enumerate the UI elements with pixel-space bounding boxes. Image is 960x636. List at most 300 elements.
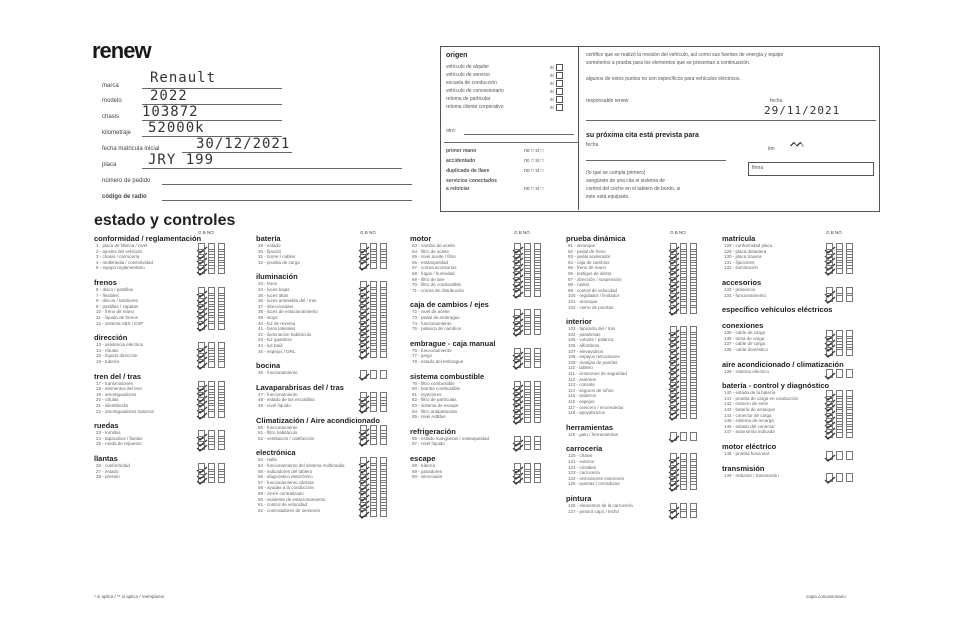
- check-item-label: 120 - chasis: [568, 453, 593, 459]
- si-label: si: [550, 64, 563, 71]
- check-mark-icon: [668, 507, 680, 515]
- check-item-label: 55 - indicadores del tablero: [258, 468, 313, 474]
- check-item-label: 14 - rótulas: [96, 347, 119, 353]
- section-title: ruedas: [94, 421, 119, 431]
- check-item-label: 119 - gato / herramientas: [568, 431, 618, 437]
- check-box[interactable]: [690, 481, 697, 490]
- fecha-label: fecha: [770, 98, 783, 104]
- section-title: matrícula: [722, 234, 756, 243]
- value-marca[interactable]: Renault: [150, 70, 217, 86]
- check-item-label: 33 - faros: [258, 281, 278, 287]
- check-mark-icon: [824, 449, 836, 457]
- check-item-label: 108 - espejos retrovisores: [568, 354, 620, 360]
- check-item-label: 5 - equipo reglamentario: [96, 265, 145, 271]
- check-item-label: 97 - dirección / suspensión: [568, 276, 622, 282]
- section-title: específico vehículos eléctricos: [722, 305, 833, 315]
- check-box[interactable]: [370, 370, 377, 379]
- check-item-label: 131 - fijaciones: [724, 259, 755, 265]
- check-mark-icon: [824, 471, 836, 479]
- check-item-label: 35 - luces altas: [258, 292, 289, 298]
- check-box[interactable]: [208, 359, 215, 368]
- check-item-label: 94 - caja de cambios: [568, 259, 610, 265]
- label-kilometraje: kilometraje: [102, 130, 132, 136]
- check-item-label: 34 - luces bajas: [258, 287, 290, 292]
- check-mark-icon: [358, 258, 370, 266]
- origin-item: escuela de conducción: [446, 80, 497, 86]
- fecha-value[interactable]: 29/11/2021: [764, 104, 841, 117]
- check-mark-icon: [196, 319, 208, 327]
- check-box[interactable]: [836, 369, 843, 378]
- check-box[interactable]: [218, 441, 225, 450]
- check-item-label: 43 - luz guantera: [258, 337, 292, 343]
- check-item-label: 142 - número de serie: [724, 401, 769, 407]
- check-item-label: 71 - correa de distribución: [412, 287, 465, 293]
- check-item-label: 143 - batería de arranque: [724, 407, 776, 412]
- check-item-label: 109 - manijas de puertas: [568, 359, 618, 365]
- check-item-label: 113 - consola: [568, 382, 595, 388]
- check-mark-icon: [196, 263, 208, 271]
- section-title: refrigeración: [410, 426, 456, 436]
- check-item-label: 129 - placa delantera: [724, 248, 767, 254]
- check-item-label: 149 - reductor / transmisión: [724, 472, 779, 478]
- check-mark-icon: [196, 407, 208, 415]
- section-title: prueba dinámica: [566, 234, 626, 243]
- check-item-label: 74 - funcionamiento: [412, 320, 452, 326]
- check-mark-icon: [512, 357, 524, 365]
- check-item-label: 20 - rótulas: [96, 397, 119, 403]
- check-item-label: 148 - prueba funcional: [724, 451, 769, 456]
- check-item-label: 45 - espejos / DRL: [258, 348, 296, 354]
- check-item-label: 125 - puertas / cerraduras: [568, 481, 620, 487]
- check-mark-icon: [196, 439, 208, 447]
- check-item-label: 88 - tubería: [412, 463, 436, 468]
- check-item-label: 63 - cambio de aceite: [412, 243, 456, 248]
- check-box[interactable]: [680, 509, 687, 518]
- value-modelo[interactable]: 2022: [150, 88, 188, 104]
- check-item-label: 85 - nivel AdBlue: [412, 414, 446, 420]
- firma-box[interactable]: [748, 162, 874, 176]
- section-title: electrónica: [256, 448, 296, 458]
- check-box[interactable]: [680, 410, 687, 419]
- check-mark-icon: [824, 345, 836, 353]
- check-mark-icon: [512, 439, 524, 447]
- check-box[interactable]: [690, 410, 697, 419]
- origin-title: origen: [446, 52, 468, 59]
- check-box[interactable]: [846, 369, 853, 378]
- check-item-label: 3 - chasis / carrocería: [96, 254, 140, 260]
- check-box[interactable]: [534, 326, 541, 335]
- check-item-label: 96 - testigos de alerta: [568, 271, 612, 276]
- check-box[interactable]: [218, 265, 225, 274]
- check-box[interactable]: [218, 409, 225, 418]
- check-item-label: 1 - placa de fábrica / nivel: [96, 243, 148, 248]
- check-item-label: 30 - fijación: [258, 248, 282, 254]
- check-item-label: 50 - funcionamiento: [258, 424, 298, 430]
- check-item-label: 100 - regulador / limitador: [568, 293, 620, 299]
- check-box[interactable]: [370, 403, 377, 412]
- check-item-label: 66 - estanqueidad: [412, 259, 449, 265]
- check-mark-icon: [824, 263, 836, 271]
- section-title: Lavaparabrisas del / tras: [256, 382, 344, 392]
- check-box[interactable]: [380, 370, 387, 379]
- check-item-label: 52 - ventilación / calefacción: [258, 435, 315, 441]
- check-mark-icon: [824, 291, 836, 299]
- check-item-label: 31 - borne / cables: [258, 254, 296, 260]
- check-box[interactable]: [208, 265, 215, 274]
- check-item-label: 81 - inyectores: [412, 391, 442, 397]
- check-item-label: 44 - luz baúl: [258, 343, 283, 348]
- label-modelo: modelo: [102, 98, 122, 104]
- check-item-label: 49 - nivel líquido: [258, 403, 291, 408]
- check-item-label: 76 - funcionamiento: [412, 347, 452, 353]
- check-item-label: 22 - amortiguadores traseros: [96, 408, 154, 414]
- check-item-label: 2 - ajustes del vehículo: [96, 248, 143, 254]
- section-title: frenos: [94, 278, 117, 287]
- check-box[interactable]: [690, 305, 697, 314]
- check-item-label: 15 - líquido dirección: [96, 353, 138, 359]
- check-item-label: 107 - elevavidrios: [568, 348, 604, 354]
- check-item-label: 101 - arranque: [568, 299, 598, 304]
- check-item-label: 79 - filtro combustible: [412, 380, 455, 386]
- section-title: conformidad / reglamentación: [94, 234, 202, 243]
- check-item-label: 117 - cenicero / encendedor: [568, 404, 624, 410]
- label-chasis: chasis: [102, 114, 120, 120]
- responsable-label: responsable renew: [586, 98, 629, 104]
- signature-mark: ᨓ: [790, 136, 807, 151]
- check-item-label: 133 - presencia: [724, 287, 756, 292]
- label-pedido: número de pedido: [102, 178, 151, 184]
- check-item-label: 42 - iluminación habitáculo: [258, 331, 312, 337]
- check-item-label: 65 - nivel aceite / filtro: [412, 254, 456, 260]
- check-mark-icon: [668, 408, 680, 416]
- check-box[interactable]: [380, 436, 387, 445]
- check-mark-icon: [512, 286, 524, 294]
- check-item-label: 122 - cristales: [568, 464, 597, 470]
- section-title: aire acondicionado / climatización: [722, 359, 844, 369]
- check-box[interactable]: [534, 474, 541, 483]
- check-mark-icon: [358, 368, 370, 376]
- check-item-label: 105 - volante / palanca: [568, 337, 614, 343]
- check-item-label: 78 - estado del embrague: [412, 359, 464, 364]
- check-item-label: 51 - filtro habitáculo: [258, 430, 298, 436]
- check-item-label: 136 - toma de carga: [724, 335, 765, 341]
- check-box[interactable]: [836, 293, 843, 302]
- check-box[interactable]: [680, 305, 687, 314]
- section-title: iluminación: [256, 272, 298, 282]
- check-item-label: 21 - silentblocks: [96, 403, 129, 408]
- check-box[interactable]: [836, 347, 843, 356]
- check-box[interactable]: [208, 441, 215, 450]
- check-item-label: 7 - flexibles: [96, 292, 119, 298]
- check-item-label: 53 - radio: [258, 457, 278, 463]
- check-item-label: 112 - asientos: [568, 376, 596, 382]
- check-item-label: 140 - estado de la batería: [724, 390, 776, 396]
- check-box[interactable]: [534, 414, 541, 423]
- check-box[interactable]: [524, 441, 531, 450]
- check-mark-icon: [358, 347, 370, 355]
- column-header-gbd: G B NO: [514, 230, 530, 235]
- check-item-label: 60 - asistente de estacionamiento: [258, 496, 326, 502]
- value-chasis[interactable]: 103872: [142, 104, 199, 120]
- check-item-label: 144 - conector de carga: [724, 412, 772, 418]
- check-mark-icon: [358, 401, 370, 409]
- section-title: batería: [256, 234, 281, 243]
- check-item-label: 104 - parabrisas: [568, 331, 601, 337]
- check-item-label: 39 - stops: [258, 315, 278, 320]
- check-box[interactable]: [534, 359, 541, 368]
- check-box[interactable]: [370, 349, 377, 358]
- origin-item: vehículo de alquiler: [446, 64, 490, 70]
- check-item-label: 17 - transmisiones: [96, 380, 133, 386]
- check-item-label: 132 - iluminación: [724, 265, 759, 271]
- check-box[interactable]: [846, 265, 853, 274]
- check-item-label: 93 - pedal acelerador: [568, 254, 611, 260]
- section-title: sistema combustible: [410, 371, 485, 381]
- check-item-label: 32 - prueba de carga: [258, 259, 300, 265]
- check-item-label: 19 - amortiguadores: [96, 391, 137, 397]
- check-mark-icon: [196, 472, 208, 480]
- footer-note: * si aplica / ** si aplica / reemplazar: [94, 594, 165, 599]
- check-box[interactable]: [836, 429, 843, 438]
- check-item-label: 126 - elementos de la carrocería: [568, 503, 633, 508]
- section-title: escape: [410, 454, 436, 463]
- check-item-label: 37 - direccionales: [258, 303, 294, 309]
- check-box[interactable]: [836, 265, 843, 274]
- check-item-label: 13 - asistencia eléctrica: [96, 342, 144, 348]
- check-mark-icon: [824, 367, 836, 375]
- check-box[interactable]: [836, 473, 843, 482]
- check-item-label: 91 - arranque: [568, 243, 596, 248]
- check-item-label: 70 - filtro de combustible: [412, 282, 462, 288]
- check-box[interactable]: [524, 474, 531, 483]
- check-item-label: 36 - luces antiniebla del / tras: [258, 298, 317, 304]
- check-item-label: 82 - filtro de partículas: [412, 397, 457, 403]
- check-item-label: 80 - bomba combustible: [412, 386, 461, 392]
- check-mark-icon: [668, 303, 680, 311]
- check-box[interactable]: [534, 288, 541, 297]
- check-box[interactable]: [846, 451, 853, 460]
- check-item-label: 41 - faros laterales: [258, 326, 296, 332]
- check-box[interactable]: [524, 288, 531, 297]
- check-box[interactable]: [836, 451, 843, 460]
- check-item-label: 147 - autonomía indicada: [724, 429, 775, 435]
- check-box[interactable]: [846, 473, 853, 482]
- check-item-label: 102 - cierre de puertas: [568, 304, 614, 310]
- check-box[interactable]: [846, 429, 853, 438]
- check-box[interactable]: [208, 409, 215, 418]
- check-item-label: 141 - prueba de carga en conducción: [724, 395, 799, 401]
- check-item-label: 73 - pedal de embrague: [412, 315, 460, 320]
- check-item-label: 89 - pasadores: [412, 468, 443, 474]
- check-item-label: 6 - disco / pastillas: [96, 287, 134, 292]
- column-header-gbd: G B NO: [670, 230, 686, 235]
- section-title: herramientas: [566, 422, 614, 432]
- check-item-label: 72 - nivel de aceite: [412, 309, 450, 315]
- check-item-label: 110 - tablero: [568, 365, 593, 371]
- check-item-label: 146 - estado del conector: [724, 423, 775, 429]
- check-box[interactable]: [380, 508, 387, 517]
- section-title: tren del / tras: [94, 371, 142, 381]
- label-radio: código de radio: [102, 194, 147, 200]
- check-item-label: 145 - sistema de recarga: [724, 418, 774, 424]
- check-mark-icon: [512, 472, 524, 480]
- section-title: batería - control y diagnóstico: [722, 381, 830, 391]
- check-item-label: 46 - funcionamiento: [258, 370, 298, 376]
- check-box[interactable]: [208, 474, 215, 483]
- check-box[interactable]: [690, 432, 697, 441]
- check-mark-icon: [358, 506, 370, 514]
- check-item-label: 124 - retrovisores exteriores: [568, 475, 625, 481]
- section-title: transmisión: [722, 463, 765, 473]
- check-item-label: 27 - estado: [96, 468, 119, 474]
- footer-copy: copia concesionario: [806, 594, 846, 599]
- check-item-label: 111 - cinturones de seguridad: [568, 371, 627, 376]
- column-header-gbd: G B NO: [198, 230, 214, 235]
- check-item-label: 24 - tapacubos / llantas: [96, 435, 143, 441]
- check-mark-icon: [512, 412, 524, 420]
- section-title: accesorios: [722, 278, 762, 287]
- check-item-label: 86 - estado mangueras / estanqueidad: [412, 435, 490, 441]
- inspection-sheet: renew marca Renault modelo 2022 chasis 103872 kilometraje 52000k fecha matricula inicial 30/12/2021 placa JRY 199 número de pedido código de radio origen vehículo de alquiler vehículo de servicio escuela de conducción vehículo de concesionario retoma de particular retoma cliente corporativo si si si si si si otro: primer mano no □ si □ accidentado no □ si □ duplicado de llave no □ si □ servicios conectados a reiniciar no □ si □ certifico que se realizó la revisión del vehículo, así como sus fuentes de energía y equipo someterlos a prueba para los elementos que se presentan a continuación. algunos de estos puntos no son específicos para vehículos eléctricos. responsable renew fecha 29/11/2021 su próxima cita está prevista para fecha km ᨓ firma (lo que se cumpla primero) asegúrate de una cita el sistema de control del coche en el tablero de bordo, si este está equipado. estado y controles G B NO conformidad / reglamentación 1 - placa de fábrica / nivel 2 - ajustes del vehículo 3 - chasis / carrocería 4 - multimedia / conectividad 5 - equipo reglamentario frenos 6 - disco / pastillas 7 - flexibles 8 - discos / tambores 9 - pastillas / zapatas 10 - freno de mano 11 - líquido de frenos 12 - sistema ABS / ESP dirección 13 - asistencia eléctrica 14 - rótulas 15 - líquido dirección 16 - tubería tren del / tras 17 - transmisiones 18 - elementos del tren 19 - amortiguadores 20 - rótulas 21 - silentblocks 22 - amortiguadores traseros ruedas 23 - tornillos 24 - tapacubos / llantas 25 - rueda de repuesto llantas 26 - conformidad 27 - estado 28 - presión G B NO batería 29 - estado 30 - fijación 31 - borne / cables 32 - prueba de carga iluminación 33 - faros 34 - luces bajas 35 - luces altas 36 - luces antiniebla del / tras 37 - direccionales 38 - luces de estacionamiento 39 - stops 40 - luz de reversa 41 - faros laterales 42 - iluminación habitáculo 43 - luz guantera 44 - luz baúl 45 - espejos / DRL bocina 46 - funcionamiento Lavaparabrisas del / tras 47 - funcionamiento 48 - estado de las escobillas 49 - nivel líquido Climatización / Aire acondicionado 50 - funcionamiento 51 - filtro habitáculo 52 - ventilación / calefacción electrónica 53 - radio 54 - funcionamiento del sistema multimedia 55 - indicadores del tablero 56 - diagnóstico electrónico 57 - funcionamiento cámara 58 - ayudas a la conducción 59 - cierre centralizado 60 - asistente de estacionamiento 61 - control de velocidad 62 - controladores de sensores G B NO motor 63 - cambio de aceite 64 - filtro de aceite 65 - nivel aceite / filtro 66 - estanqueidad 67 - correa accesorios 68 - fugas / humedad 69 - filtro de aire 70 - filtro de combustible 71 - correa de distribución caja de cambios / ejes 72 - nivel de aceite 73 - pedal de embrague 74 - funcionamiento 75 - palanca de cambios embrague - caja manual 76 - funcionamiento 77 - juego 78 - estado del embrague sistema combustible 79 - filtro combustible 80 - bomba combustible 81 - inyectores 82 - filtro de partículas 83 - sistema de escape 84 - filtro antiparticulas 85 - nivel AdBlue refrigeración 86 - estado mangueras / estanqueidad 87 - nivel líquido escape 88 - tubería 89 - pasadores 90 - silenciador G B NO prueba dinámica 91 - arranque 92 - pedal de freno 93 - pedal acelerador 94 - caja de cambios 95 - freno de mano 96 - testigos de alerta 97 - dirección / suspensión 98 - ruidos 99 - control de velocidad 100 - regulador / limitador 101 - arranque 102 - cierre de puertas interior 103 - tapicería del / tras 104 - parabrisas 105 - volante / palanca 106 - alfombras 107 - elevavidrios 108 - espejos retrovisores 109 - manijas de puertas 110 - tablero 111 - cinturones de seguridad 112 - asientos 113 - consola 114 - seguros de niños 115 - asideros 116 - espejos 117 - cenicero / encendedor 118 - apoyabrazos herramientas 119 - gato / herramientas carrocería 120 - chasis 121 - exterior 122 - cristales 123 - carrocería 124 - retrovisores exteriores 125 - puertas / cerraduras pintura 126 - elementos de la carrocería 127 - pintura capó / techo G B NO matrícula 128 - conformidad placa 129 - placa delantera 130 - placa trasera 131 - fijaciones 132 - iluminación accesorios 133 - presencia 134 - funcionamiento específico vehículos eléctricos conexiones 135 - cable de carga 136 - toma de carga 137 - cable de carga 138 - cable doméstico aire acondicionado / climatización 139 - sistema eléctrico batería - control y diagnóstico 140 - estado de la batería 141 - prueba de carga en conducción 142 - número de serie 143 - batería de arranque 144 - conector de carga 145 - sistema de recarga 146 - estado del conector 147 - autonomía indicada motor eléctrico 148 - prueba funcional transmisión 149 - reductor / transmisión * si aplica / ** si aplica / reemplazar copia concesionario: [72, 28, 892, 608]
- value-kilometraje[interactable]: 52000k: [148, 120, 205, 136]
- check-item-label: 139 - sistema eléctrico: [724, 368, 770, 374]
- check-item-label: 103 - tapicería del / tras: [568, 326, 616, 332]
- check-item-label: 54 - funcionamiento del sistema multimedia: [258, 463, 345, 468]
- check-item-label: 130 - placa trasera: [724, 254, 762, 260]
- check-box[interactable]: [524, 326, 531, 335]
- check-item-label: 115 - asideros: [568, 393, 597, 399]
- check-item-label: 83 - sistema de escape: [412, 403, 459, 408]
- check-box[interactable]: [218, 474, 225, 483]
- check-item-label: 4 - multimedia / conectividad: [96, 259, 154, 265]
- check-item-label: 18 - elementos del tren: [96, 386, 143, 392]
- check-item-label: 118 - apoyabrazos: [568, 410, 605, 416]
- section-title: Climatización / Aire acondicionado: [256, 415, 380, 425]
- origin-item: retoma cliente corporativo: [446, 104, 504, 110]
- check-item-label: 61 - control de velocidad: [258, 502, 308, 508]
- check-item-label: 116 - espejos: [568, 399, 595, 404]
- check-box[interactable]: [534, 441, 541, 450]
- check-item-label: 62 - controladores de sensores: [258, 507, 321, 513]
- origin-item: vehículo de servicio: [446, 72, 490, 78]
- check-item-label: 69 - filtro de aire: [412, 276, 445, 282]
- check-item-label: 8 - discos / tambores: [96, 298, 138, 304]
- main-title: estado y controles: [94, 212, 236, 229]
- section-title: caja de cambios / ejes: [410, 300, 489, 310]
- cert-text: certifico que se realizó la revisión del vehículo, así como sus fuentes de energía y equipo: [586, 52, 784, 58]
- check-item-label: 38 - luces de estacionamiento: [258, 309, 318, 315]
- check-item-label: 67 - correa accesorios: [412, 265, 457, 271]
- next-visit-title: su próxima cita está prevista para: [586, 132, 699, 139]
- check-item-label: 134 - funcionamiento: [724, 292, 767, 298]
- check-box[interactable]: [208, 321, 215, 330]
- check-box[interactable]: [846, 347, 853, 356]
- check-box[interactable]: [680, 432, 687, 441]
- check-item-label: 121 - exterior: [568, 459, 595, 464]
- check-box[interactable]: [680, 481, 687, 490]
- check-box[interactable]: [380, 349, 387, 358]
- check-item-label: 128 - conformidad placa: [724, 243, 773, 248]
- check-item-label: 64 - filtro de aceite: [412, 248, 450, 254]
- check-item-label: 138 - cable doméstico: [724, 347, 769, 352]
- check-item-label: 25 - rueda de repuesto: [96, 441, 142, 447]
- brand-logo: renew: [92, 38, 151, 63]
- otro-label: otro:: [446, 128, 457, 134]
- label-fecha-matricula: fecha matricula inicial: [102, 146, 160, 152]
- check-box[interactable]: [218, 321, 225, 330]
- check-item-label: 123 - carrocería: [568, 470, 600, 476]
- check-box[interactable]: [524, 359, 531, 368]
- check-item-label: 47 - funcionamiento: [258, 391, 298, 397]
- label-marca: marca: [102, 83, 119, 89]
- check-item-label: 40 - luz de reversa: [258, 320, 296, 326]
- column-header-gbd: G B NO: [826, 230, 842, 235]
- check-item-label: 16 - tubería: [96, 359, 120, 364]
- check-mark-icon: [358, 434, 370, 442]
- check-item-label: 87 - nivel líquido: [412, 441, 445, 447]
- check-item-label: 127 - pintura capó / techo: [568, 508, 620, 514]
- check-item-label: 48 - estado de las escobillas: [258, 397, 315, 403]
- section-title: carrocería: [566, 444, 603, 454]
- check-item-label: 9 - pastillas / zapatas: [96, 303, 139, 309]
- check-box[interactable]: [218, 359, 225, 368]
- check-item-label: 99 - control de velocidad: [568, 287, 618, 293]
- section-title: motor: [410, 234, 432, 243]
- section-title: llantas: [94, 454, 118, 463]
- check-box[interactable]: [370, 436, 377, 445]
- value-placa[interactable]: JRY 199: [148, 152, 215, 168]
- section-title: embrague - caja manual: [410, 338, 496, 348]
- check-item-label: 75 - palanca de cambios: [412, 326, 462, 332]
- check-item-label: 98 - ruidos: [568, 282, 590, 288]
- check-item-label: 10 - freno de mano: [96, 309, 135, 315]
- check-item-label: 77 - juego: [412, 353, 433, 359]
- section-title: pintura: [566, 494, 592, 503]
- check-box[interactable]: [690, 509, 697, 518]
- check-item-label: 58 - ayudas a la conducción: [258, 485, 315, 491]
- check-box[interactable]: [524, 414, 531, 423]
- section-title: motor eléctrico: [722, 442, 777, 451]
- check-item-label: 84 - filtro antiparticulas: [412, 408, 458, 414]
- check-item-label: 106 - alfombras: [568, 343, 600, 348]
- check-box[interactable]: [380, 403, 387, 412]
- check-item-label: 95 - freno de mano: [568, 265, 607, 271]
- check-item-label: 26 - conformidad: [96, 463, 130, 468]
- section-title: bocina: [256, 361, 281, 371]
- origin-item: vehículo de concesionario: [446, 88, 504, 94]
- check-item-label: 29 - estado: [258, 243, 281, 248]
- origin-item: retoma de particular: [446, 96, 491, 102]
- column-header-gbd: G B NO: [360, 230, 376, 235]
- check-box[interactable]: [846, 293, 853, 302]
- check-box[interactable]: [380, 260, 387, 269]
- check-item-label: 114 - seguros de niños: [568, 387, 614, 393]
- check-item-label: 92 - pedal de freno: [568, 248, 606, 254]
- check-box[interactable]: [370, 508, 377, 517]
- value-fecha-matricula[interactable]: 30/12/2021: [196, 136, 291, 152]
- check-mark-icon: [824, 427, 836, 435]
- check-item-label: 11 - líquido de frenos: [96, 315, 138, 320]
- check-item-label: 137 - cable de carga: [724, 341, 766, 347]
- check-item-label: 59 - cierre centralizado: [258, 491, 304, 496]
- check-item-label: 90 - silenciador: [412, 474, 443, 480]
- check-item-label: 57 - funcionamiento cámara: [258, 479, 314, 485]
- check-item-label: 28 - presión: [96, 474, 120, 480]
- check-box[interactable]: [370, 260, 377, 269]
- check-item-label: 56 - diagnóstico electrónico: [258, 474, 313, 480]
- section-title: conexiones: [722, 321, 764, 331]
- label-placa: placa: [102, 162, 117, 168]
